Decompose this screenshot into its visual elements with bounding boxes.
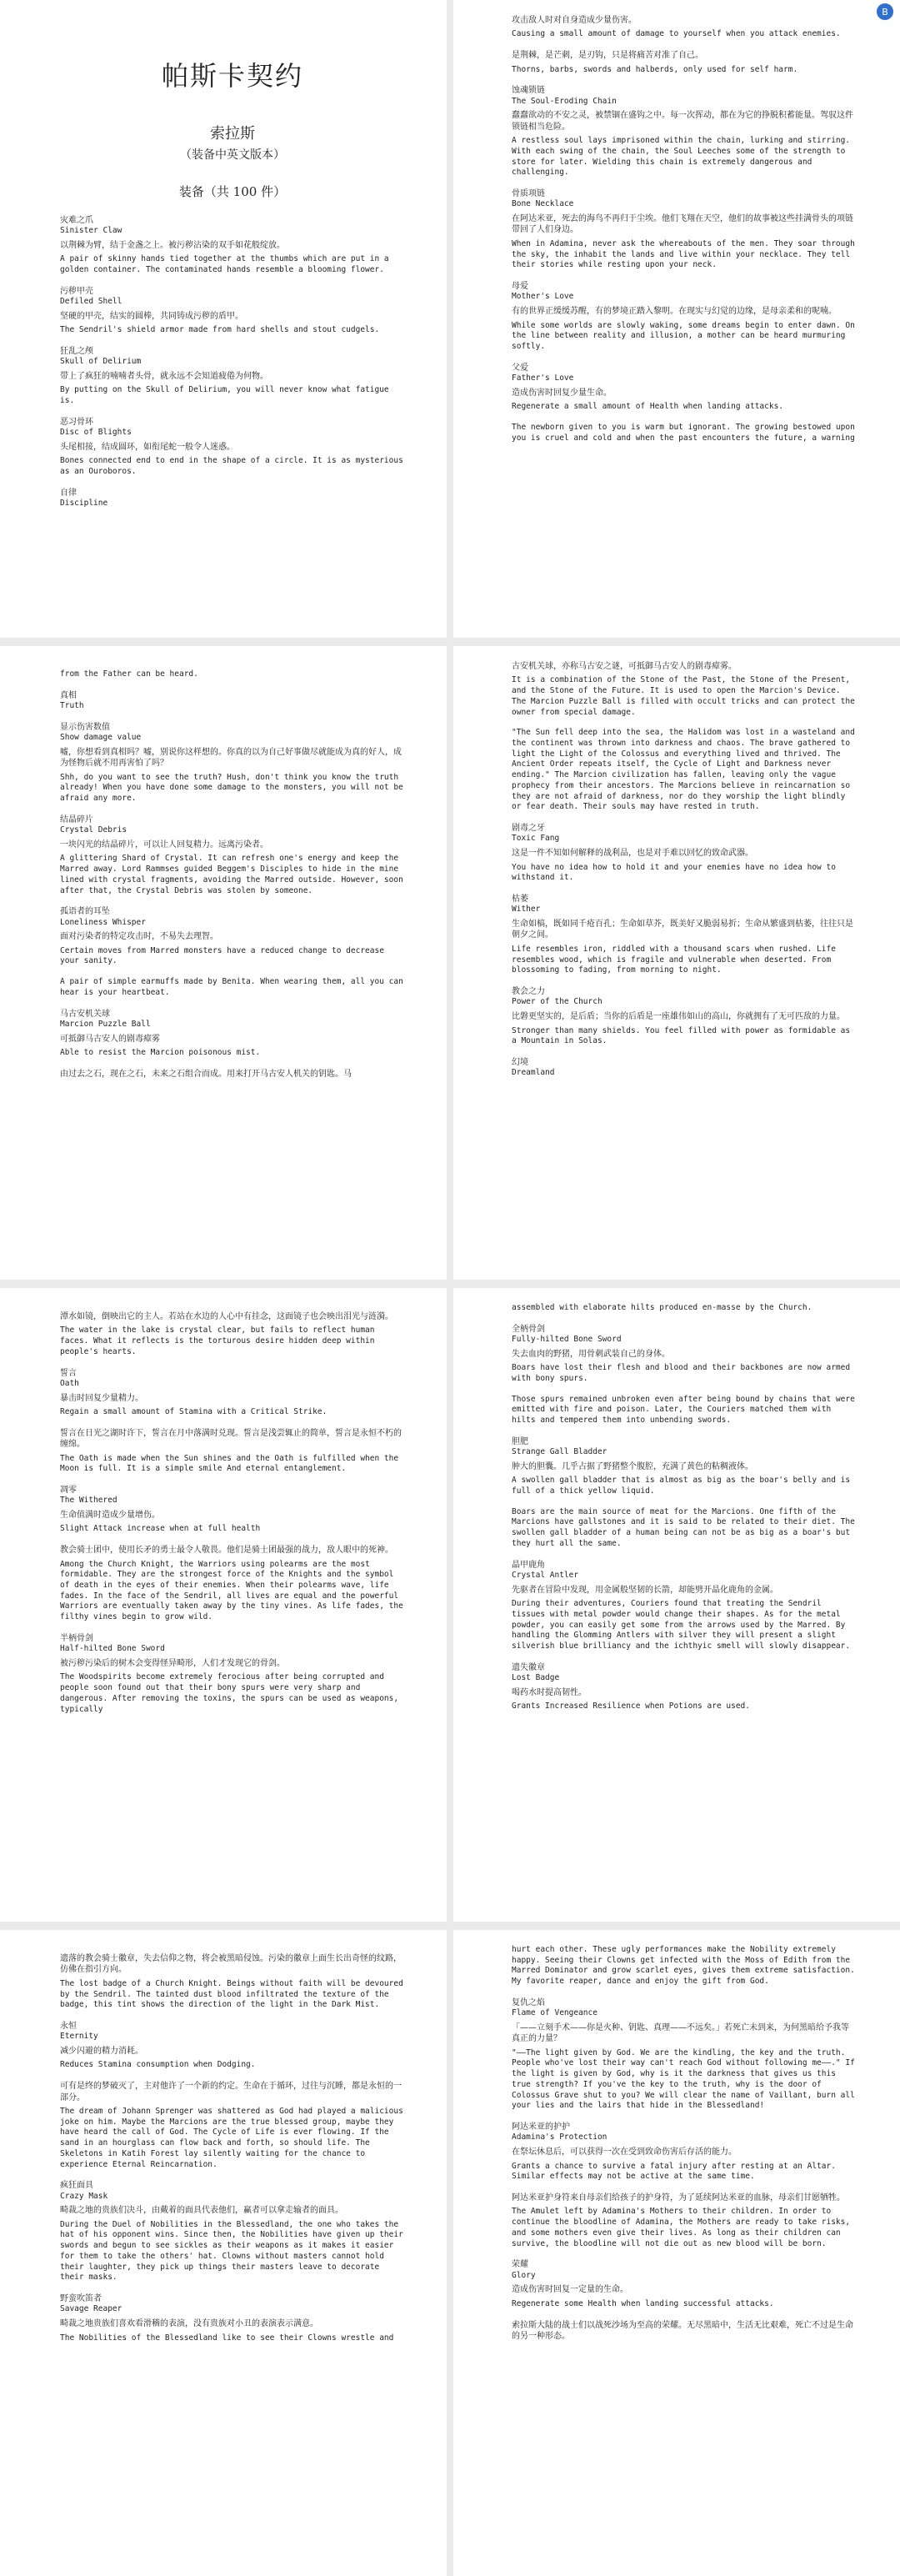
item-name-en: Defiled Shell [60, 297, 122, 307]
item-description-en: Regain a small amount of Stamina with a Critical Strike. [60, 1407, 328, 1417]
page-left [0, 0, 447, 638]
item-description-en: Regenerate a small amount of Health when landing attacks. [512, 402, 784, 412]
item-name-en: Flame of Vengeance [512, 2008, 598, 2018]
item-description-zh: 带上了疯狂的喃喃者头骨，就永远不会知道疲倦为何物。 [60, 372, 268, 382]
item-name-en: Dreamland [512, 1068, 555, 1078]
item-name-zh: 疯狂面具 [60, 2181, 93, 2191]
equipment-entry [512, 823, 857, 884]
item-name-zh: 自律 [60, 488, 77, 498]
item-name-en: Disc of Blights [60, 428, 132, 438]
equipment-entry [60, 215, 405, 276]
item-description-zh: 潭水如镜，倒映出它的主人。若站在水边的人心中有挂念，这面镜子也会映出泪光与涟漪。 [60, 1312, 393, 1321]
item-description-zh: 失去血肉的野猪，用骨刺武装自己的身体。 [512, 1349, 670, 1359]
item-name-en: Adamina's Protection [512, 2132, 608, 2142]
item-description-en: When in Adamina, never ask the whereabouts of the men. They soar through the sky, the inhabit the lands and live within your necklace. They tell their stories while resting upon your neck. [512, 238, 855, 270]
item-description-en: The lost badge of a Church Knight. Beings without faith will be devoured by the Sendril. The tainted dust blood infiltrated the texture of the badge, this tint shows the direction of the light in the Dark Mist. [60, 1978, 403, 2010]
item-description-zh: 阿达米亚护身符来自母亲们给孩子的护身符，为了延续阿达米亚的血脉，母亲们甘愿牺牲。 [512, 2193, 845, 2203]
item-name-en: Toxic Fang [512, 834, 560, 844]
equipment-entry [512, 15, 857, 40]
item-description-zh: 索拉斯大陆的战士们以战死沙场为至高的荣耀。无尽黑暗中，生活无比艰难，死亡不过是生命的另一种形态。 [512, 2320, 853, 2341]
item-description-en: Causing a small amount of damage to yourself when you attack enemies. [512, 29, 841, 39]
item-name-en: Glory [512, 2270, 536, 2280]
item-description-zh: 可有是终的梦破灭了，主对他许了一个新的约定。生命在于循环，过往与沉睡，都是永恒的一部分。 [60, 2082, 402, 2102]
item-name-zh: 真相 [60, 690, 77, 700]
page-left [0, 646, 447, 1280]
equipment-entry [512, 50, 857, 75]
item-name-zh: 幻境 [512, 1057, 528, 1067]
item-description-en: You have no idea how to hold it and your enemies have no idea how to withstand it. [512, 862, 836, 883]
item-name-en: Half-hilted Bone Sword [60, 1644, 165, 1654]
item-name-zh: 野蛮吹笛者 [60, 2294, 102, 2304]
item-name-zh: 胆肥 [512, 1436, 528, 1446]
item-name-en: Crystal Antler [512, 1571, 579, 1581]
item-name-en: Strange Gall Bladder [512, 1447, 608, 1457]
item-name-en: Truth [60, 701, 84, 711]
equipment-entry [60, 2021, 405, 2071]
equipment-entry [60, 2180, 405, 2283]
equipment-entry [512, 1560, 857, 1652]
item-name-en: Fully-hilted Bone Sword [512, 1335, 622, 1345]
item-description-en: Those spurs remained unbroken even after being bound by chains that were emitted with fire and poison. Later, the Couriers matched them with hilts and tempered them into unbending swords. [512, 1394, 855, 1426]
item-name-zh: 灾难之爪 [60, 215, 93, 225]
equipment-entry [60, 2293, 405, 2343]
item-description-zh: 一块闪光的结晶碎片，可以让人回复精力。远离污染者。 [60, 839, 268, 849]
equipment-entry [512, 1303, 857, 1314]
equipment-entry [512, 894, 857, 976]
equipment-entry [60, 1368, 405, 1418]
item-description-zh: 是荆棘，是芒刺，是刃钩，只是将痛苦对准了自己。 [512, 51, 703, 61]
item-name-en: Father's Love [512, 373, 574, 383]
item-name-en: Oath [60, 1378, 79, 1388]
equipment-entry [60, 1069, 405, 1080]
page-left [0, 1930, 447, 2576]
spread-4 [0, 1930, 900, 2576]
item-description-en: It is a combination of the Stone of the Past, the Stone of the Present, and the Stone of the Future. It is used to open the Marcion's Device. The Marcion Puzzle Ball is filled with occult tricks and can protect the owner from special damage. [512, 675, 855, 717]
item-description-zh: 蠢蠢欲动的不安之灵，被禁锢在盛钩之中。每一次挥动，都在为它的挣脱积蓄能量。驾驭这件锁链相当危险。 [512, 111, 853, 132]
equipment-entry [60, 722, 405, 804]
equipment-entry [60, 1953, 405, 2011]
equipment-entry [512, 661, 857, 718]
equipment-entry [512, 85, 857, 178]
item-name-en: Power of the Church [512, 997, 602, 1007]
item-name-zh: 誓言 [60, 1368, 77, 1378]
item-description-zh: 先驱者在冒险中发现，用金属般坚韧的长箭，却能劈开晶化鹿角的金属。 [512, 1585, 778, 1595]
equipment-entry [512, 1662, 857, 1712]
equipment-entry [60, 1009, 405, 1059]
item-name-zh: 阿达米亚的护护 [512, 2122, 570, 2132]
entry-list [512, 661, 857, 1079]
item-description-en: A pair of skinny hands tied together at the thumbs which are put in a golden container. The contaminated hands resemble a blooming flower. [60, 254, 389, 275]
item-description-en: A glittering Shard of Crystal. It can refresh one's energy and keep the Marred away. Lord Rammses guided Beggem's Disciples to hide in the mine lined with crystal fragments, avoiding the Marred outside. However, soon after that, the Crystal Debris was stolen by someone. [60, 854, 403, 895]
item-description-en: Grants a chance to survive a fatal injury after resting at an Altar. Similar effects may not be active at the same time. [512, 2161, 836, 2182]
item-description-en: Bones connected end to end in the shape of a circle. It is as mysterious as an Ouroboros. [60, 456, 403, 477]
equipment-entry [60, 814, 405, 896]
item-description-zh: 在阿达米亚，死去的海鸟不再归于尘埃。他们飞翔在天空，他们的故事被这些挂满骨头的项链带回了人们身边。 [512, 214, 853, 235]
page-badge-icon[interactable]: B [877, 3, 893, 20]
item-description-zh: 生命如槁，既如同千疮百孔；生命如草芥，既美好又脆弱易折；生命从繁盛到枯萎，往往只是朝夕之间。 [512, 920, 853, 940]
item-description-en: Boars have lost their flesh and blood and their backbones are now armed with bony spurs. [512, 1363, 851, 1383]
item-description-zh: 攻击敌人时对自身造成少量伤害。 [512, 16, 637, 25]
item-name-zh: 凋零 [60, 1485, 77, 1495]
equipment-entry [512, 423, 857, 444]
item-name-zh: 永恒 [60, 2021, 77, 2031]
item-name-zh: 父爱 [512, 363, 528, 373]
spread-1 [0, 0, 900, 638]
item-description-en: The Oath is made when the Sun shines and the Oath is fulfilled when the Moon is full. It is a simple smile And eternal entanglement. [60, 1453, 399, 1474]
spread-2 [0, 646, 900, 1280]
item-name-zh: 晶甲鹿角 [512, 1560, 545, 1570]
entry-list [60, 669, 405, 1080]
entry-list [512, 1303, 857, 1712]
item-description-zh: 可抵御马古安人的剧毒瘴雾 [60, 1034, 160, 1044]
entry-list [60, 1311, 405, 1715]
item-name-en: Marcion Puzzle Ball [60, 1020, 151, 1030]
equipment-entry [60, 1633, 405, 1715]
spread-3 [0, 1288, 900, 1922]
item-description-zh: 头尾相接，结成圆环，如衔尾蛇一般令人迷惑。 [60, 443, 235, 453]
equipment-entry [60, 977, 405, 998]
entry-list [60, 1953, 405, 2343]
item-name-zh: 荣耀 [512, 2260, 528, 2270]
item-description-en: Regenerate some Health when landing successful attacks. [512, 2298, 774, 2308]
item-name-zh: 显示伤害数值 [60, 722, 110, 732]
item-description-en: A swollen gall bladder that is almost as big as the boar's belly and is full of a thick yellow liquid. [512, 1476, 851, 1496]
item-name-zh: 狂乱之颅 [60, 346, 93, 356]
equipment-entry [512, 1395, 857, 1426]
item-description-zh: 「——立刻手术——你是火种、钥匙、真理——不远矣。」若死亡未到来，为何黑暗给予我等真正的力量？ [512, 2022, 849, 2044]
equipment-entry [512, 2259, 857, 2309]
item-name-en: Savage Reaper [60, 2304, 122, 2314]
item-name-en: Bone Necklace [512, 199, 574, 209]
item-description-zh: 坚硬的甲壳，结实的圆棒，共同铸成污秽的盾甲。 [60, 311, 243, 321]
item-name-en: Mother's Love [512, 292, 574, 302]
equipment-entry [60, 346, 405, 407]
item-description-en: The newborn given to you is warm but ignorant. The growing bestowed upon you is cruel and cold and when the past encounters the future, a warning [512, 422, 855, 443]
item-description-en: The dream of Johann Sprenger was shattered as God had played a malicious joke on him. Maybe the Marcions are the true blessed group, maybe they have heard the call of God. The Cycle of Life is ever flowing. If the sand in an hourglass can flow back and forth, so should life. The Skeletons in Katih Forest lay silently waiting for the chance to experience Eternal Reincarnation. [60, 2106, 403, 2169]
page-right [453, 0, 900, 638]
item-description-en: The Amulet left by Adamina's Mothers to their children. In order to continue the bloodline of Adamina, the Mothers are ready to take risks, and some mothers even give their lives. As long as their children can survive, the bloodline will not die out as new blood will be born. [512, 2207, 851, 2248]
item-description-zh: 誓言在日光之湖时许下，誓言在月中落满时兑现。誓言是浅尝辄止的简单，誓言是永恒不朽的缠绵。 [60, 1428, 402, 1450]
item-description-en: Boars are the main source of meat for the Marcions. One fifth of the Marcions have gallstones and it is said to be related to their diet. The swollen gall bladder of a human being can not be as big as a boar's but they hurt all the same. [512, 1506, 855, 1548]
item-description-en: Stronger than many shields. You feel filled with power as formidable as a Mountain in Solas. [512, 1025, 851, 1046]
item-description-en: Grants Increased Resilience when Potions are used. [512, 1701, 750, 1711]
item-name-zh: 半柄骨剑 [60, 1633, 93, 1643]
page-left [0, 1288, 447, 1922]
equipment-entry [512, 188, 857, 271]
item-description-en: Thorns, barbs, swords and halberds, only used for self harm. [512, 64, 798, 74]
item-description-en: The water in the lake is crystal clear, but fails to reflect human faces. What it reflects is the torturous desire hidden deep within people's hearts. [60, 1326, 375, 1356]
item-description-zh: 在祭坛休息后，可以获得一次在受到致命伤害后存活的能力。 [512, 2148, 737, 2158]
item-name-en: Eternity [60, 2032, 98, 2042]
equipment-entry [60, 1428, 405, 1475]
equipment-entry [60, 1311, 405, 1358]
item-name-zh: 遗失徽章 [512, 1662, 545, 1672]
item-description-en: During the Duel of Nobilities in the Blessedland, the one who takes the hat of his opponent wins. Since then, the Nobilities have given up their swords and begun to see sickles as their weapons as it makes it easier for them to take the others' hat. Clowns without masters cannot hold their laughter, they pick up things their masters leave to decorate their masks. [60, 2219, 403, 2283]
equipment-entry [512, 1997, 857, 2112]
item-description-en: During their adventures, Couriers found that treating the Sendril tissues with metal powder would change their shapes. As for the metal powder, you can easily get some from the arrows used by the Marred. By handling the Glomming Antlers with silver they will present a slight silverish blue brilliancy and the ichthyic smell will slowly disappear. [512, 1599, 851, 1651]
equipment-entry [512, 1057, 857, 1079]
item-description-en: Life resembles iron, riddled with a thousand scars when rushed. Life resembles wood, which is fragile and vulnerable when deserted. From blossoming to fading, from morning to night. [512, 944, 836, 975]
equipment-entry [512, 1945, 857, 1987]
item-description-en: While some worlds are slowly waking, some dreams begin to enter dawn. On the line between reality and illusion, a mother can be heard murmuring softly. [512, 320, 855, 351]
item-description-en: The Nobilities of the Blessedland like to see their Clowns wrestle and [60, 2333, 394, 2343]
item-name-en: Sinister Claw [60, 226, 122, 236]
item-name-en: Lost Badge [512, 1673, 560, 1683]
equipment-entry [60, 906, 405, 967]
item-name-zh: 结晶碎片 [60, 814, 93, 824]
item-description-zh: 比磐更坚实的，是后盾；当你的后盾是一座雄伟如山的高山，你就拥有了无可匹敌的力量。 [512, 1012, 845, 1022]
item-description-zh: 肿大的胆囊。几乎占据了野猪整个腹腔，充满了黄色的粘稠液体。 [512, 1461, 753, 1471]
entry-list [60, 215, 405, 509]
equipment-entry [512, 281, 857, 353]
equipment-entry [60, 417, 405, 478]
item-description-en: assembled with elaborate hilts produced en-masse by the Church. [512, 1303, 812, 1312]
equipment-entry [512, 728, 857, 813]
item-name-en: Show damage value [60, 733, 142, 743]
item-description-zh: 生命值满时造成少量增伤。 [60, 1511, 160, 1521]
item-name-zh: 骨质项链 [512, 188, 545, 198]
item-description-zh: 畸裁之地贵族们喜欢看滑稽的表演，没有贵族对小丑的表演表示满意。 [60, 2319, 318, 2329]
item-description-zh: 畸裁之地的贵族们决斗，由戴着的面具代表他们，赢者可以拿走输者的面具。 [60, 2206, 343, 2216]
equipment-entry [60, 1485, 405, 1535]
item-description-zh: 由过去之石，现在之石，未来之石组合而成。用来打开马古安人机关的钥匙。马 [60, 1069, 352, 1079]
book-title: 帕斯卡契约 [161, 60, 303, 92]
item-name-en: Crazy Mask [60, 2191, 108, 2201]
item-description-en: from the Father can be heard. [60, 669, 198, 679]
page-right [453, 1288, 900, 1922]
equipment-entry [512, 2320, 857, 2343]
item-description-zh: 以荆棘为臂，结于金盏之上。被污秽沾染的双手如花般绽放。 [60, 240, 285, 250]
item-description-en: Among the Church Knight, the Warriors using polearms are the most formidable. They are the strongest force of the Knights and the symbol of death in the eyes of their enemies. When their polearms wave, life fades. In the face of the Sendril, all lives are equal and the powerful Warriors are eventually taken away by the tiny vines. As life fades, the filthy vines begin to grow wild. [60, 1559, 403, 1622]
item-description-en: "The Sun fell deep into the sea, the Halidom was lost in a wasteland and the continent was thrown into darkness and chaos. The brave gathered to light the Light of the Colossus and everything lived and thrived. The Ancient Order repeats itself, the Cycle of Light and Darkness never ending." The Marcion civilization has fallen, leaving only the vague prophecy from their ancestors. The Marcions believe in reincarnation so they are not afraid of darkness, nor do they worship the light blindly or fear death. Their souls may have rested in truth. [512, 728, 855, 812]
item-name-zh: 全柄骨剑 [512, 1324, 545, 1334]
item-name-en: Wither [512, 905, 541, 915]
item-description-zh: 暴击时回复少量精力。 [60, 1393, 143, 1403]
item-description-en: Shh, do you want to see the truth? Hush, don't think you know the truth already! When you have done some damage to the monsters, you will not be afraid any more. [60, 772, 403, 804]
item-description-en: The Sendril's shield armor made from hard shells and stout cudgels. [60, 325, 380, 335]
item-description-zh: 喝药水时提高韧性。 [512, 1687, 587, 1697]
item-description-zh: 造成伤害时回复少量生命。 [512, 388, 612, 398]
entry-list [512, 15, 857, 444]
item-name-en: The Withered [60, 1496, 118, 1506]
item-name-zh: 枯萎 [512, 894, 528, 904]
equipment-entry [512, 986, 857, 1047]
equipment-entry [512, 1324, 857, 1385]
edition-note: （装备中英文版本） [180, 148, 285, 162]
equipment-entry [60, 669, 405, 680]
item-description-zh: 教会骑士团中，使用长矛的勇士最令人敬畏。他们是骑士团最强的战力，敌人眼中的死神。 [60, 1546, 393, 1556]
equipment-entry [60, 286, 405, 336]
item-name-zh: 剧毒之牙 [512, 824, 545, 834]
equipment-entry [512, 1507, 857, 1550]
item-name-en: The Soul-Eroding Chain [512, 96, 617, 106]
page-right [453, 1930, 900, 2576]
author-name: 索拉斯 [210, 124, 255, 143]
item-name-zh: 复仇之焰 [512, 1997, 545, 2007]
item-name-zh: 母爱 [512, 282, 528, 292]
item-name-en: Loneliness Whisper [60, 917, 146, 927]
item-description-en: Reduces Stamina consumption when Dodging. [60, 2060, 256, 2070]
item-name-zh: 蚀魂锁链 [512, 86, 545, 96]
equipment-entry [512, 2193, 857, 2249]
item-description-en: By putting on the Skull of Delirium, you will never know what fatigue is. [60, 385, 389, 406]
item-description-en: Able to resist the Marcion poisonous mist. [60, 1048, 261, 1058]
item-name-zh: 马古安机关球 [60, 1009, 110, 1019]
equipment-entry [60, 690, 405, 712]
equipment-entry [512, 363, 857, 413]
entry-list [512, 1945, 857, 2342]
item-name-zh: 孤语者的耳坠 [60, 907, 110, 917]
item-description-en: hurt each other. These ugly performances make the Nobility extremely happy. Seeing their Clowns get infected with the Moss of Edith from the Marred Dominator and grow scarlet eyes, gives them extreme satisfaction. My favorite reaper, dance and enjoy the gift from God. [512, 1945, 855, 1987]
page-right [453, 646, 900, 1280]
item-description-zh: 面对污染者的特定攻击时，不易失去理智。 [60, 932, 218, 942]
item-description-en: Certain moves from Marred monsters have a reduced change to decrease your sanity. [60, 945, 384, 966]
item-name-zh: 污秽甲壳 [60, 286, 93, 296]
equipment-heading: 装备（共 100 件） [178, 183, 287, 199]
item-description-zh: 有的世界正缓缓苏醒，有的梦境正踏入黎明。在现实与幻觉的边缘，是母亲柔和的呢喃。 [512, 307, 837, 317]
item-description-en: "——The light given by God. We are the kindling, the key and the truth. People who've lost their way can't reach God without following me——." If the light is given by God, why is it the darkness that gives us this true strength? If you've the key to the truth, why is the door of Colossus Grave shut to you? We will clear the name of Vaillant, burn all your lies and the lairs that hide in the Blessedland! [512, 2047, 855, 2111]
equipment-entry [60, 1545, 405, 1623]
equipment-entry [512, 1436, 857, 1497]
item-description-zh: 遗落的教会骑士徽章，失去信仰之物，将会被黑暗侵蚀。污染的徽章上面生长出奇怪的纹路，仿佛在指引方向。 [60, 1954, 402, 1975]
equipment-entry [60, 488, 405, 509]
item-description-zh: 这是一件不知如何解释的战利品，也是对手难以回忆的致命武器。 [512, 849, 753, 859]
item-description-en: Slight Attack increase when at full health [60, 1524, 261, 1534]
item-name-zh: 恶习骨环 [60, 417, 93, 427]
item-description-en: A pair of simple earmuffs made by Benita. When wearing them, all you can hear is your heartbeat. [60, 977, 403, 997]
equipment-entry [60, 2081, 405, 2170]
item-description-en: The Woodspirits become extremely ferocious after being corrupted and people soon found out that their bony spurs were very sharp and dangerous. After removing the toxins, the spurs can be used as weapons, typically [60, 1672, 399, 1714]
item-name-en: Crystal Debris [60, 825, 128, 835]
item-description-zh: 古安机关球，亦称马古安之谜，可抵御马古安人的剧毒瘴雾。 [512, 662, 737, 671]
equipment-entry [512, 2122, 857, 2183]
item-name-zh: 教会之力 [512, 987, 545, 996]
item-description-en: A restless soul lays imprisoned within the chain, lurking and stirring. With each swing of the chain, the Soul Leeches some of the strength to store for later. Wielding this chain is extremely dangerous and challenging. [512, 136, 851, 178]
item-name-en: Discipline [60, 499, 108, 509]
item-description-zh: 造成伤害时回复一定量的生命。 [512, 2285, 628, 2295]
item-name-en: Skull of Delirium [60, 357, 142, 367]
item-description-zh: 被污秽污染后的树木会变得怪异畸形，人们才发现它的骨剑。 [60, 1659, 285, 1669]
item-description-zh: 减少闪避的精力消耗。 [60, 2047, 143, 2057]
item-description-zh: 嘘，你想看到真相吗？嘘，别说你这样想的。你真的以为自己好事做尽就能成为真的好人，成为怪物后就不用再害怕了吗？ [60, 747, 402, 769]
